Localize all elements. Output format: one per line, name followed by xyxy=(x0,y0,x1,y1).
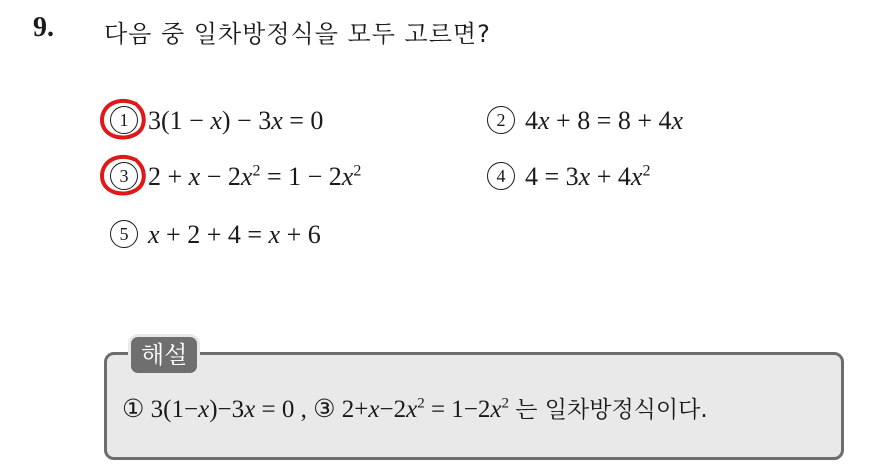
choice-number-2: 2 xyxy=(487,106,515,134)
choice-number-4: 4 xyxy=(487,162,515,190)
solution-text: ① 3(1−x)−3x = 0 , ③ $2+x-2x^2 = 1-2x^2$ 는 일차방정식이다. xyxy=(122,395,708,423)
choice-number-3: 3 xyxy=(110,162,138,190)
question-text: 다음 중 일차방정식을 모두 고르면? xyxy=(104,20,491,48)
choice-1[interactable] xyxy=(110,106,323,136)
choice-4[interactable] xyxy=(487,162,650,192)
choice-3[interactable] xyxy=(110,162,361,192)
choice-expression-2: 4x + 8 = 8 + 4x xyxy=(525,106,684,135)
choice-5[interactable] xyxy=(110,220,321,250)
choice-expression-4: $4 = 3x + 4x^2$ xyxy=(525,162,651,191)
choice-expression-1: 3(1 − x) − 3x = 0 xyxy=(148,106,324,135)
choice-2[interactable] xyxy=(487,106,683,136)
solution-tab: 해설 xyxy=(128,334,200,376)
choice-expression-5: x + 2 + 4 = x + 6 xyxy=(148,220,321,249)
question-number: 9. xyxy=(33,12,54,43)
choice-expression-3: $2 + x - 2x^2 = 1 - 2x^2$ xyxy=(148,162,362,191)
choice-number-5: 5 xyxy=(110,220,138,248)
choice-number-1: 1 xyxy=(110,106,138,134)
